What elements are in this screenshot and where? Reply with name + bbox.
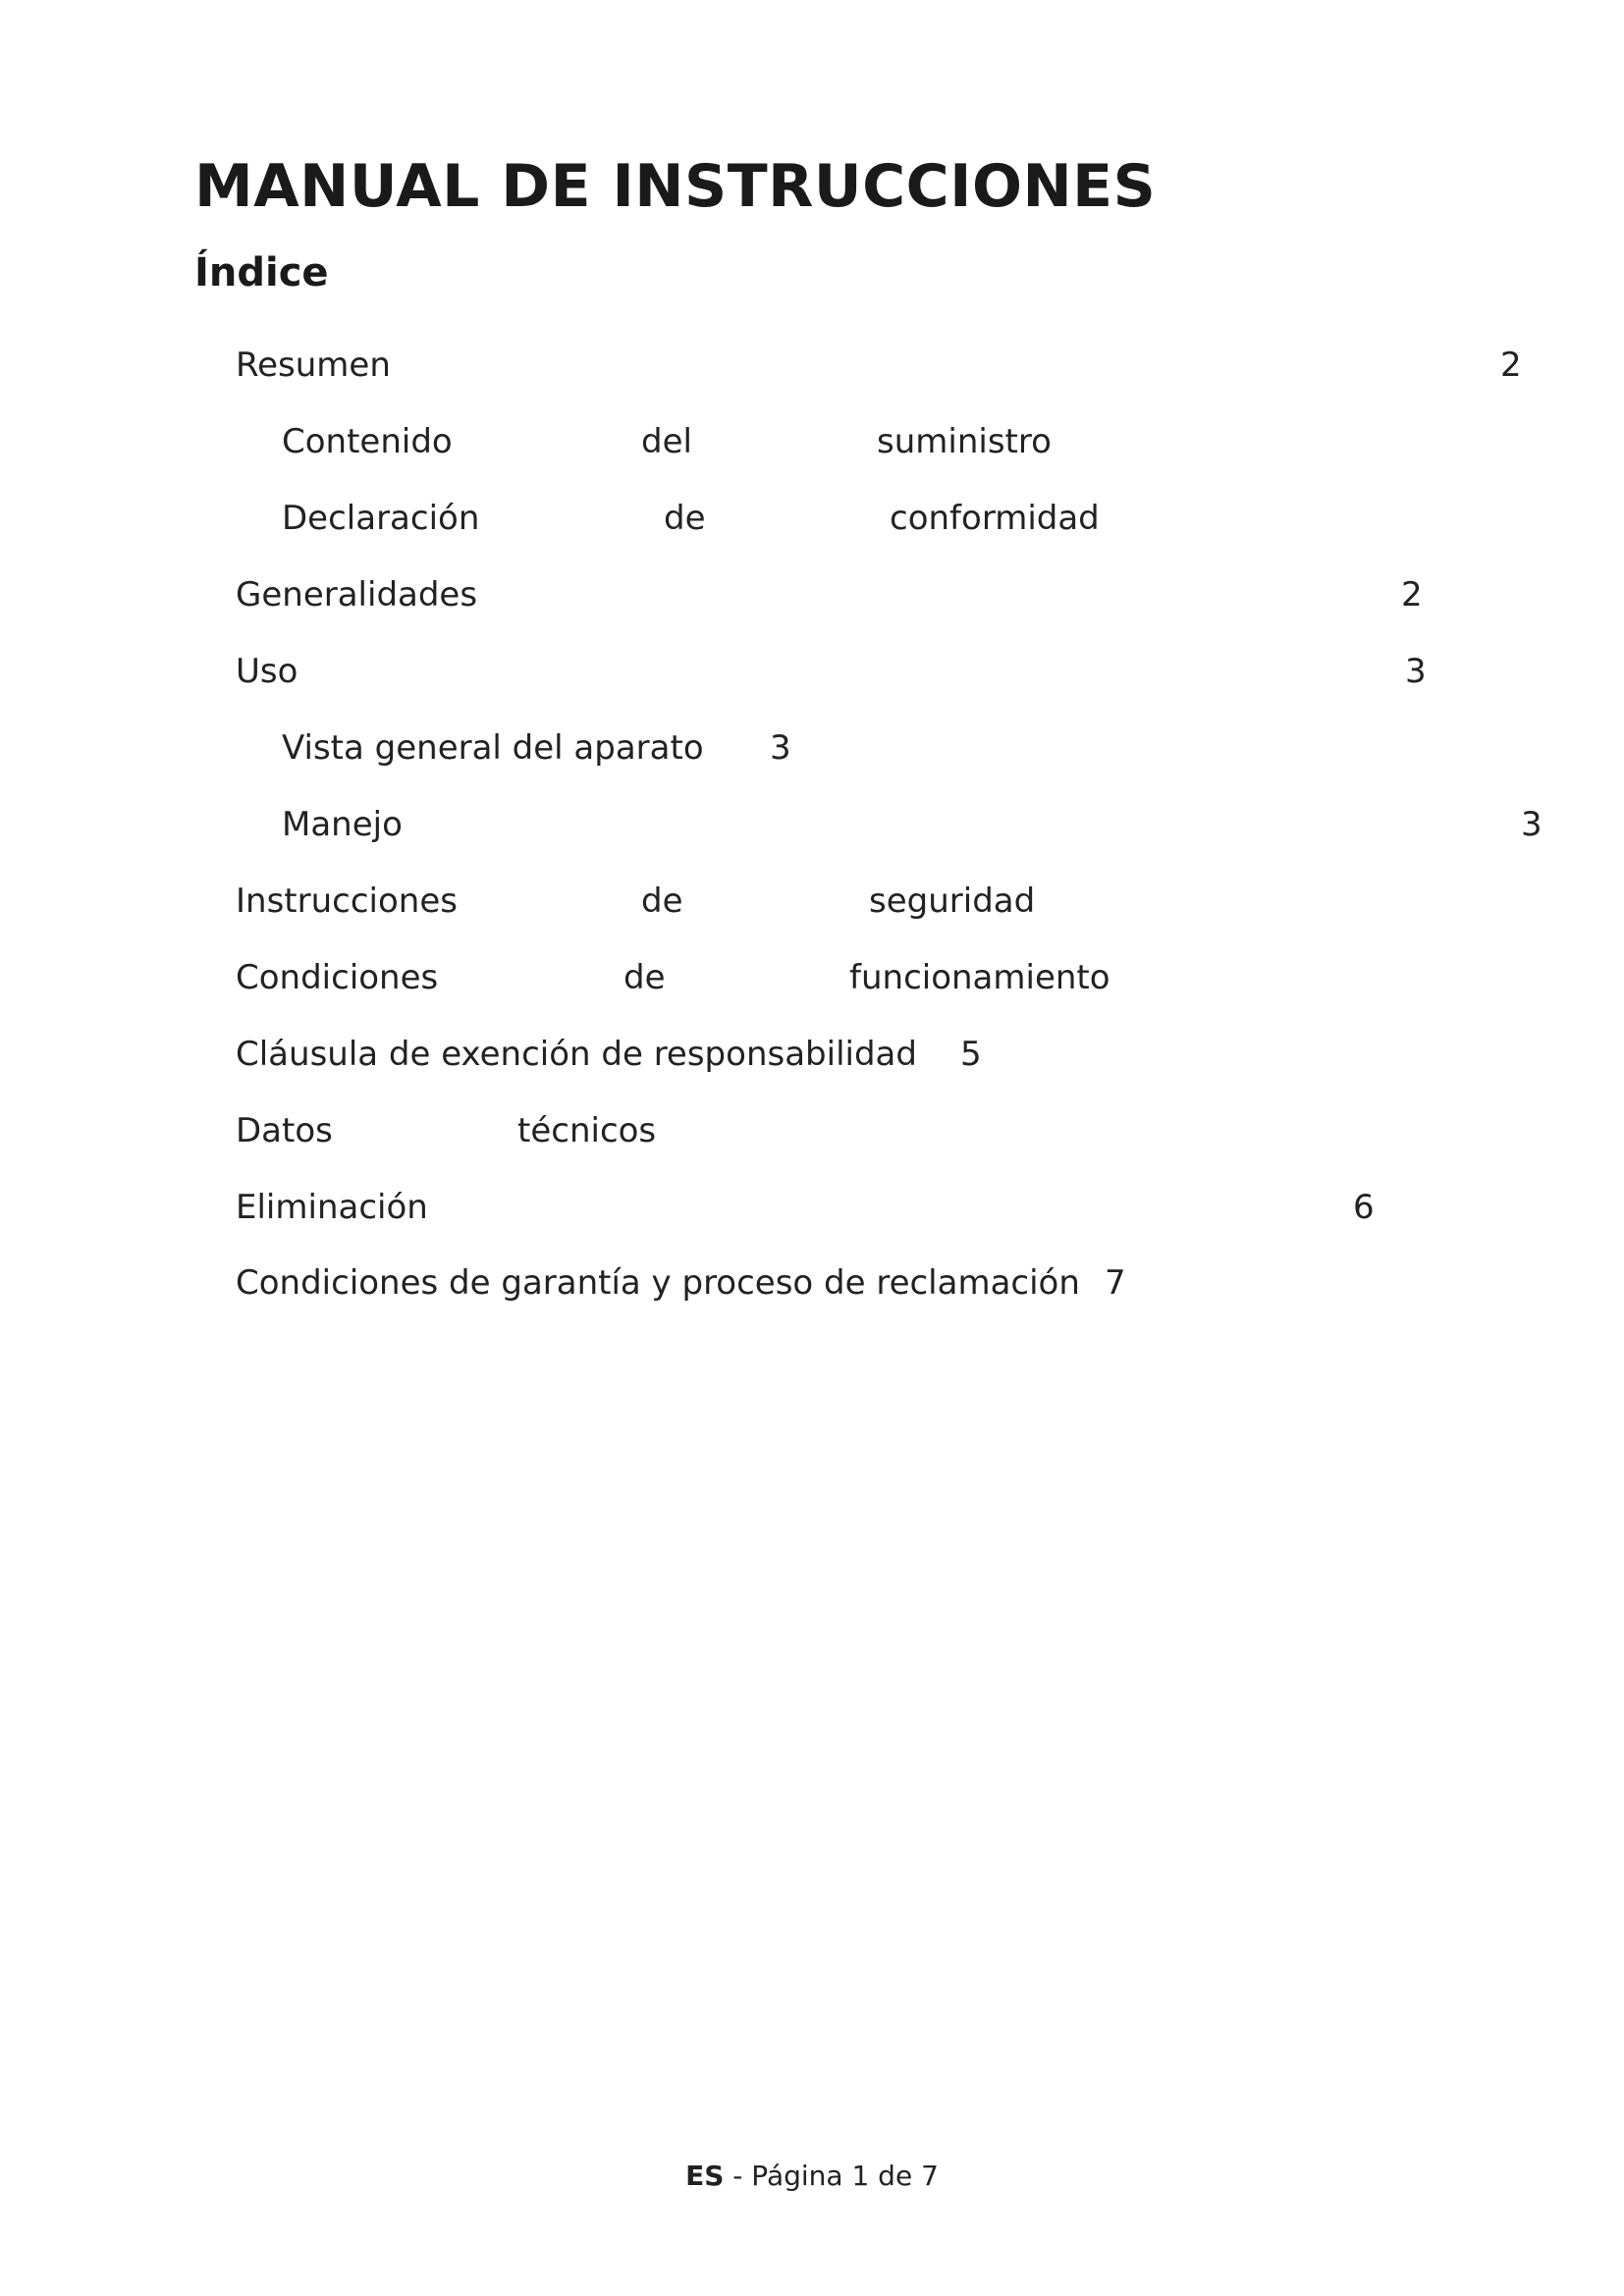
toc-entry-vista xyxy=(282,728,1588,787)
toc-entry-word: Condiciones xyxy=(236,958,439,997)
toc-entry-page: 2 xyxy=(1401,575,1423,614)
toc-entry-uso xyxy=(236,652,1591,711)
toc-entry-label: Condiciones de garantía y proceso de reclamación xyxy=(236,1263,1080,1303)
toc-entry-condiciones xyxy=(236,958,1591,1017)
toc-entry-generalidades xyxy=(236,575,1591,634)
page-title: MANUAL DE INSTRUCCIONES xyxy=(194,152,1157,221)
toc-entry-word: suministro xyxy=(877,422,1052,461)
toc-entry-label: Generalidades xyxy=(236,575,478,614)
toc-entry-word: técnicos xyxy=(517,1111,657,1150)
footer-language-code: ES xyxy=(685,2160,725,2192)
page-footer xyxy=(0,2160,1624,2192)
toc-entry-garantia xyxy=(236,1263,1591,1322)
toc-entry-page: 6 xyxy=(1353,1188,1375,1227)
footer-page-number: - Página 1 de 7 xyxy=(724,2160,939,2192)
toc-entry-label: Resumen xyxy=(236,346,391,385)
toc-entry-page: 7 xyxy=(1105,1263,1126,1303)
toc-entry-page: 3 xyxy=(1521,805,1543,844)
toc-entry-contenido xyxy=(282,422,1588,481)
toc-entry-label: Manejo xyxy=(282,805,403,844)
toc-heading: Índice xyxy=(194,250,329,295)
toc-entry-word: seguridad xyxy=(869,881,1036,921)
toc-entry-word: Datos xyxy=(236,1111,333,1150)
toc-entry-clausula xyxy=(236,1035,1591,1094)
toc-entry-resumen xyxy=(236,346,1591,404)
toc-entry-eliminacion xyxy=(236,1188,1591,1247)
toc-entry-word: de xyxy=(623,958,666,997)
toc-entry-page: 3 xyxy=(1405,652,1427,691)
toc-entry-datos xyxy=(236,1111,1591,1170)
toc-entry-label: Eliminación xyxy=(236,1188,428,1227)
toc-entry-word: funcionamiento xyxy=(849,958,1110,997)
toc-entry-word: Contenido xyxy=(282,422,453,461)
toc-entry-label: Uso xyxy=(236,652,298,691)
toc-entry-declaracion xyxy=(282,499,1588,558)
toc-entry-page: 3 xyxy=(770,728,791,768)
toc-entry-page: 5 xyxy=(960,1035,982,1074)
toc-entry-label: Vista general del aparato xyxy=(282,728,704,768)
toc-entry-word: conformidad xyxy=(890,499,1100,538)
toc-entry-word: de xyxy=(641,881,683,921)
toc-entry-page: 2 xyxy=(1500,346,1522,385)
toc-entry-label: Cláusula de exención de responsabilidad xyxy=(236,1035,917,1074)
toc-entry-word: Declaración xyxy=(282,499,480,538)
toc-entry-word: Instrucciones xyxy=(236,881,458,921)
toc-entry-word: de xyxy=(664,499,706,538)
toc-entry-instrucciones xyxy=(236,881,1591,940)
toc-entry-manejo xyxy=(282,805,1588,864)
toc-entry-word: del xyxy=(641,422,692,461)
